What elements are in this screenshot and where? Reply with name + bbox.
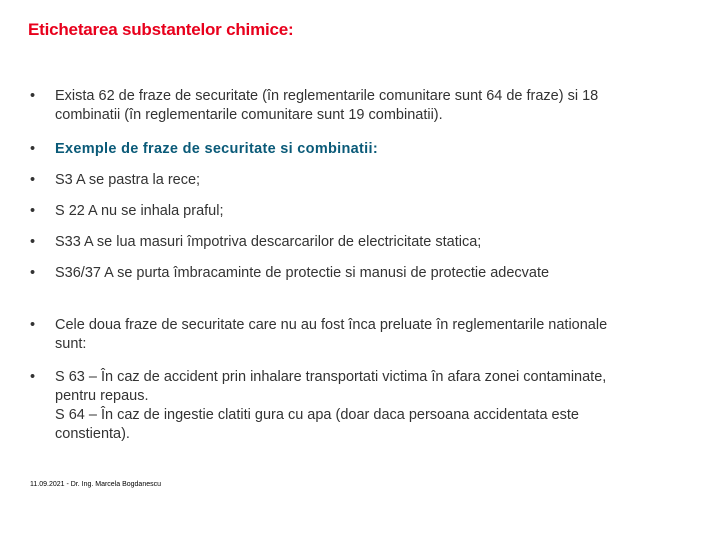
bullet-text-line: S 64 – În caz de ingestie clatiti gura cu apa (doar daca persoana accidentata este xyxy=(55,407,579,423)
bullet-marker: • xyxy=(30,317,36,333)
bullet-text-line: Cele doua fraze de securitate care nu au fost înca preluate în reglementarile nationale xyxy=(55,317,608,333)
slide-title: Etichetarea substantelor chimice: xyxy=(28,20,294,39)
bullet-marker: • xyxy=(30,172,36,188)
bullet-marker: • xyxy=(30,369,36,385)
bullet-text-line: pentru repaus. xyxy=(55,388,149,404)
bullet-text-line: S 63 – În caz de accident prin inhalare transportati victima în afara zonei contaminate, xyxy=(55,369,607,385)
bullet-marker: • xyxy=(30,265,36,281)
bullet-text-line: S33 A se lua masuri împotriva descarcarilor de electricitate statica; xyxy=(55,234,482,250)
bullet-marker: • xyxy=(30,234,36,250)
bullet-text-line: S3 A se pastra la rece; xyxy=(55,172,201,188)
bullet-text-line: constienta). xyxy=(55,426,130,442)
examples-heading: Exemple de fraze de securitate si combinatii: xyxy=(55,141,378,157)
bullet-text-line: sunt: xyxy=(55,336,87,352)
bullet-text-line: S 22 A nu se inhala praful; xyxy=(55,203,224,219)
bullet-marker: • xyxy=(30,141,36,157)
bullet-text-line: S36/37 A se purta îmbracaminte de protectie si manusi de protectie adecvate xyxy=(55,265,550,281)
bullet-text-line: combinatii (în reglementarile comunitare sunt 19 combinatii). xyxy=(55,107,443,123)
bullet-text-line: Exista 62 de fraze de securitate (în reglementarile comunitare sunt 64 de fraze) si 18 xyxy=(55,88,599,104)
bullet-marker: • xyxy=(30,203,36,219)
slide-footer: 11.09.2021 - Dr. Ing. Marcela Bogdanescu xyxy=(30,481,162,488)
bullet-marker: • xyxy=(30,88,36,104)
